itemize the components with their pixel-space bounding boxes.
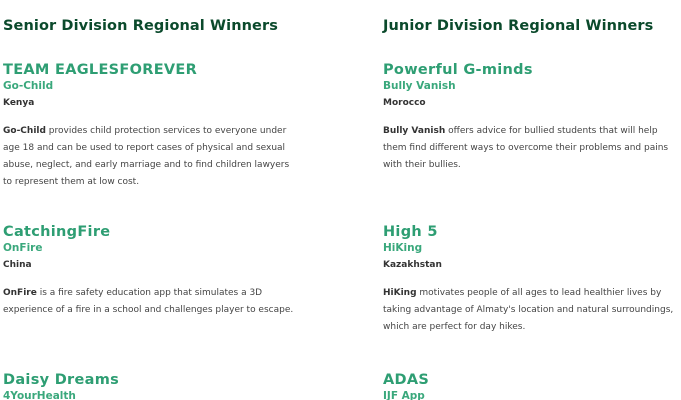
description-text: is a fire safety education app that simulates a 3D experience of a fire in a school and challenges player to escape. [3, 288, 294, 315]
app-description [383, 123, 681, 174]
team-name: High 5 [383, 224, 438, 240]
team-name: CatchingFire [3, 224, 111, 240]
winner-entry [3, 371, 303, 400]
app-name: OnFire [3, 242, 43, 254]
description-text: offers advice for bullied students that will help them find different ways to overcome their problems and pains with their bullies. [383, 126, 669, 170]
app-name-inline: OnFire [3, 288, 37, 298]
app-name-inline: Bully Vanish [383, 126, 446, 136]
winner-entry [383, 371, 681, 400]
junior-division-title: Junior Division Regional Winners [383, 18, 654, 34]
app-name: Go-Child [3, 80, 54, 92]
winner-entry [383, 61, 681, 174]
app-description [383, 285, 681, 336]
team-name: Daisy Dreams [3, 372, 120, 388]
team-name: ADAS [383, 372, 430, 388]
app-name: 4YourHealth [3, 390, 76, 400]
team-name: Powerful G-minds [383, 62, 533, 78]
country: Kenya [3, 98, 35, 108]
app-name: HiKing [383, 242, 423, 254]
app-name-inline: Go-Child [3, 126, 46, 136]
app-name-inline: HiKing [383, 288, 417, 298]
country: Morocco [383, 98, 426, 108]
senior-division-title: Senior Division Regional Winners [3, 18, 278, 34]
winner-entry [3, 223, 303, 319]
app-name: Bully Vanish [383, 80, 456, 92]
winner-entry [383, 223, 681, 336]
description-text: provides child protection services to everyone under age 18 and can be used to report cases of physical and sexual abuse, neglect, and early marriage and to find children lawyers to represent them at low cost. [3, 126, 290, 187]
description-text: motivates people of all ages to lead healthier lives by taking advantage of Almaty's location and natural surroundings, which are perfect for day hikes. [383, 288, 674, 332]
team-name: TEAM EAGLESFOREVER [3, 62, 198, 78]
winner-entry [3, 61, 303, 191]
country: China [3, 260, 32, 270]
app-description [3, 123, 301, 191]
app-name: IJF App [383, 390, 425, 400]
country: Kazakhstan [383, 260, 442, 270]
app-description [3, 285, 301, 319]
